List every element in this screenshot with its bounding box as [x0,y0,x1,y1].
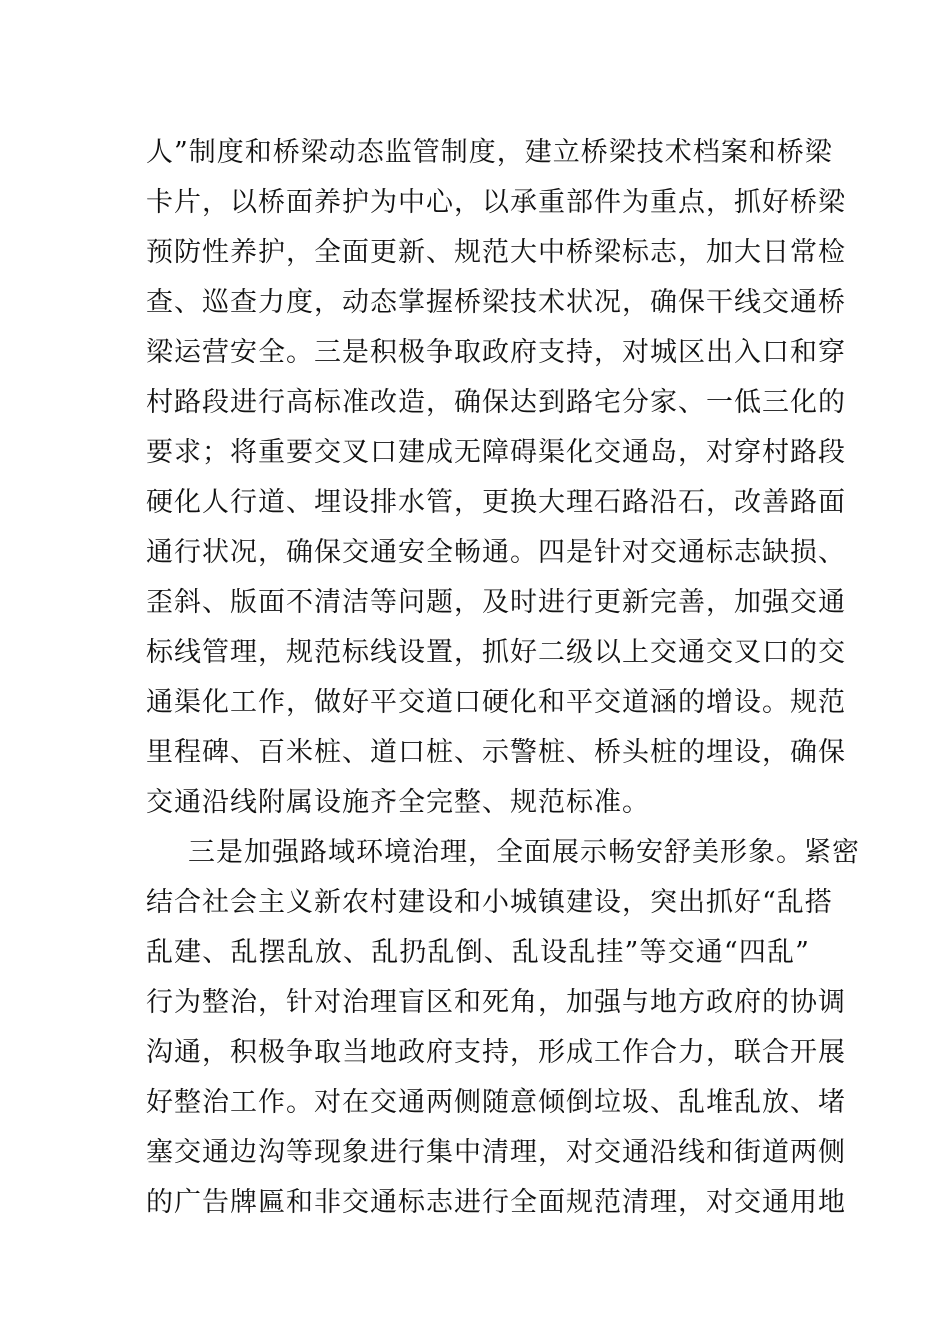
text-line: 的广告牌匾和非交通标志进行全面规范清理，对交通用地 [146,1187,846,1218]
text-line: 要求；将重要交叉口建成无障碍渠化交通岛，对穿村路段 [146,437,846,468]
text-line: 乱建、乱摆乱放、乱扔乱倒、乱设乱挂”等交通“四乱” [146,937,810,968]
text-line: 标线管理，规范标线设置，抓好二级以上交通交叉口的交 [146,637,846,668]
text-line: 里程碑、百米桩、道口桩、示警桩、桥头桩的埋设，确保 [146,737,846,768]
text-line: 行为整治，针对治理盲区和死角，加强与地方政府的协调 [146,987,846,1018]
text-line: 人”制度和桥梁动态监管制度，建立桥梁技术档案和桥梁 [146,137,833,168]
text-line: 查、巡查力度，动态掌握桥梁技术状况，确保干线交通桥 [146,287,846,318]
text-line: 通行状况，确保交通安全畅通。四是针对交通标志缺损、 [146,537,846,568]
text-line: 村路段进行高标准改造，确保达到路宅分家、一低三化的 [146,387,846,418]
text-line: 好整治工作。对在交通两侧随意倾倒垃圾、乱堆乱放、堵 [146,1087,846,1118]
text-line: 结合社会主义新农村建设和小城镇建设，突出抓好“乱搭 [146,887,833,918]
text-line: 硬化人行道、埋设排水管，更换大理石路沿石，改善路面 [146,487,846,518]
text-line: 预防性养护，全面更新、规范大中桥梁标志，加大日常检 [146,237,846,268]
text-line: 沟通，积极争取当地政府支持，形成工作合力，联合开展 [146,1037,846,1068]
text-line: 梁运营安全。三是积极争取政府支持，对城区出入口和穿 [146,337,846,368]
text-line: 塞交通边沟等现象进行集中清理，对交通沿线和街道两侧 [146,1137,846,1168]
paragraph-first-line: 三是加强路域环境治理，全面展示畅安舒美形象。紧密 [188,837,860,868]
text-line: 歪斜、版面不清洁等问题，及时进行更新完善，加强交通 [146,587,846,618]
text-line: 交通沿线附属设施齐全完整、规范标准。 [146,787,650,818]
text-line: 通渠化工作，做好平交道口硬化和平交道涵的增设。规范 [146,687,846,718]
text-line: 卡片，以桥面养护为中心，以承重部件为重点，抓好桥梁 [146,187,846,218]
